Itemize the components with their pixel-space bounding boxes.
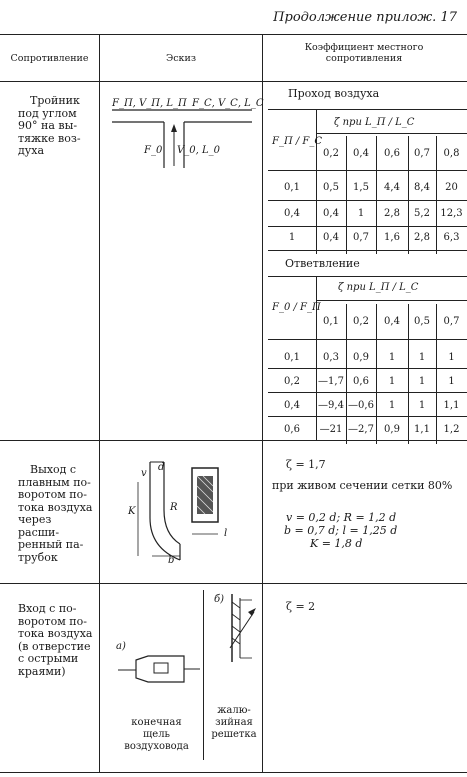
pass-top	[268, 109, 467, 110]
branch-table-cell: 1	[448, 352, 455, 363]
branch-header-divider	[376, 304, 377, 444]
row2-name-line: трубок	[18, 550, 58, 564]
pass-table-cell: 6,3	[443, 232, 460, 243]
pass-table-cell: 0,4	[323, 232, 339, 243]
row3-name-line: (в отверстие	[18, 639, 91, 653]
pass-table-cell: 20	[445, 182, 458, 193]
pass-header-cell: 0,6	[384, 148, 400, 159]
row2-note: при живом сечении сетки 80%	[272, 479, 453, 492]
pass-row-ratio: 0,4	[284, 208, 300, 219]
outlet-label-v: v	[141, 468, 147, 479]
pass-header-bottom	[268, 170, 467, 171]
pass-row-ratio: 1	[288, 232, 296, 243]
inlet-label-a: а)	[116, 641, 126, 652]
branch-table-cell: 1	[418, 352, 426, 363]
branch-row-ratio: 0,4	[284, 400, 300, 411]
row2-formula-2: b = 0,7 d; l = 1,25 d	[284, 524, 398, 537]
caption-b	[206, 705, 262, 741]
branch-table-cell: 1	[418, 376, 426, 387]
pass-row-ratio: 0,1	[284, 182, 300, 193]
outlet-label-l: l	[224, 528, 228, 539]
branch-row-line	[268, 392, 467, 393]
branch-table-cell: 1	[448, 376, 455, 387]
row1-name	[18, 95, 94, 158]
branch-table-cell: 1	[388, 352, 396, 363]
row2-formula-1: v = 0,2 d; R = 1,2 d	[286, 511, 397, 524]
branch-table-cell: 0,9	[353, 352, 369, 363]
row3-name-line: с острыми	[18, 652, 79, 665]
branch-table-cell: 1,1	[443, 400, 460, 411]
branch-title: Ответвление	[285, 257, 360, 270]
pass-table-cell: 1	[357, 208, 365, 219]
branch-table-cell: 0,6	[353, 376, 369, 387]
outlet-label-d: d	[158, 462, 165, 473]
tee-label-left: F_П, V_П, L_П	[112, 98, 187, 109]
branch-ratio-label: F_0 / F_П	[272, 302, 321, 313]
row2-name-line: Выход с	[30, 463, 77, 476]
tee-label-bottom-left: F_0	[144, 145, 163, 156]
branch-header-cell: 0,1	[323, 316, 339, 327]
pass-table-cell: 8,4	[414, 182, 430, 193]
row2-name-line: воротом по-	[18, 488, 87, 501]
louver-sketch	[226, 590, 266, 665]
pass-row-line	[268, 250, 467, 251]
branch-top	[268, 276, 467, 277]
branch-header-cell: 0,5	[414, 316, 430, 327]
branch-row-line	[268, 440, 467, 441]
header-bottom-border	[0, 81, 467, 82]
row1-name-line: Тройник	[30, 94, 80, 107]
pass-table-cell: 1,6	[384, 232, 400, 243]
branch-header-divider	[436, 304, 437, 444]
row2-zeta: ζ = 1,7	[286, 458, 326, 471]
branch-row-ratio: 0,6	[284, 424, 300, 435]
row2-formula-3: K = 1,8 d	[310, 537, 363, 550]
col-header-sketch: Эскиз	[165, 53, 197, 64]
caption-b-line: решетка	[211, 729, 257, 740]
branch-table-cell: —0,6	[348, 400, 374, 411]
row2-name-line: плавным по-	[18, 475, 91, 489]
branch-zeta-label: ζ при L_П / L_С	[338, 282, 419, 293]
page-header: Продолжение прилож. 17	[273, 10, 457, 25]
slot-sketch	[114, 652, 204, 692]
row1-name-line: под углом	[18, 106, 77, 120]
row1-name-line: духа	[18, 144, 45, 157]
pass-ratio-label: F_П / F_С	[272, 136, 322, 147]
branch-subheader-line	[316, 300, 467, 301]
pass-header-cell: 0,2	[323, 148, 339, 159]
branch-table-cell: 1	[418, 400, 426, 411]
pass-table-cell: 1,5	[353, 182, 369, 193]
caption-b-line: зийная	[215, 717, 253, 728]
pass-table-cell: 0,7	[353, 232, 369, 243]
outlet-label-b: b	[168, 555, 175, 566]
row2-name-line: тока воздуха	[18, 500, 93, 514]
branch-table-cell: —2,7	[348, 424, 374, 435]
row1-name-line: 90° на вы-	[18, 119, 78, 132]
pass-row-line	[268, 200, 467, 201]
pass-table-cell: 5,2	[414, 208, 430, 219]
pass-table-cell: 2,8	[384, 208, 400, 219]
pass-table-cell: 12,3	[440, 208, 463, 219]
pass-header-cell: 0,8	[443, 148, 460, 159]
pass-table-cell: 2,8	[414, 232, 430, 243]
branch-header-cell: 0,2	[353, 316, 369, 327]
pass-title: Проход воздуха	[288, 87, 380, 100]
pass-header-cell: 0,7	[414, 148, 430, 159]
table-top-border	[0, 34, 467, 35]
pass-zeta-label: ζ при L_П / L_С	[334, 117, 415, 128]
branch-table-cell: —9,4	[318, 400, 344, 411]
col-divider-1	[99, 34, 100, 772]
caption-a-line: воздуховода	[124, 741, 189, 752]
outlet-label-r: R	[170, 502, 178, 513]
branch-row-line	[268, 368, 467, 369]
caption-a	[114, 717, 199, 753]
row3-zeta: ζ = 2	[286, 600, 316, 613]
caption-b-line: жалю-	[217, 705, 251, 716]
table-bottom-border	[0, 772, 467, 773]
pass-subheader-line	[316, 133, 467, 134]
branch-header-divider	[408, 304, 409, 444]
row3-name-line: воротом по-	[18, 614, 87, 628]
row3-name	[18, 603, 94, 678]
pass-table-cell: 0,5	[323, 182, 339, 193]
caption-a-line: конечная	[131, 717, 182, 728]
row3-name-line: тока воздуха	[18, 627, 93, 640]
branch-table-cell: —1,7	[318, 376, 344, 387]
branch-table-cell: —21	[319, 424, 343, 435]
row3-name-line: краями)	[18, 664, 66, 678]
outlet-label-k: K	[128, 506, 136, 517]
pass-row-line	[268, 226, 467, 227]
col-header-resistance: Сопротивление	[10, 53, 89, 64]
pass-header-cell: 0,4	[353, 148, 369, 159]
col-header-coefficient: Коэффициент местного сопротивления	[304, 42, 424, 64]
row1-name-line: тяжке воз-	[18, 131, 81, 145]
tee-label-right: F_С, V_С, L_С	[192, 98, 264, 109]
pass-table-cell: 0,4	[323, 208, 339, 219]
branch-header-cell: 0,4	[384, 316, 400, 327]
branch-row-ratio: 0,2	[284, 376, 300, 387]
branch-row-ratio: 0,1	[284, 352, 300, 363]
branch-row-line	[268, 416, 467, 417]
branch-table-cell: 0,9	[384, 424, 400, 435]
row2-name-line: ренный па-	[18, 538, 84, 551]
row2-name-line: через расши-	[18, 513, 60, 539]
row2-name	[18, 464, 94, 564]
tee-label-bottom-right: V_0, L_0	[177, 145, 220, 156]
branch-table-cell: 1,2	[443, 424, 460, 435]
caption-a-line: щель	[142, 729, 170, 740]
branch-header-divider	[346, 304, 347, 444]
branch-table-cell: 1	[388, 400, 396, 411]
branch-header-bottom	[268, 339, 467, 340]
branch-table-cell: 1,1	[414, 424, 430, 435]
pass-table-cell: 4,4	[384, 182, 400, 193]
branch-header-cell: 0,7	[443, 316, 460, 327]
branch-table-cell: 1	[388, 376, 396, 387]
branch-table-cell: 0,3	[323, 352, 339, 363]
row2-bottom-border	[0, 583, 467, 584]
row3-name-line: Вход с по-	[18, 602, 77, 615]
inlet-label-b: б)	[214, 594, 225, 605]
